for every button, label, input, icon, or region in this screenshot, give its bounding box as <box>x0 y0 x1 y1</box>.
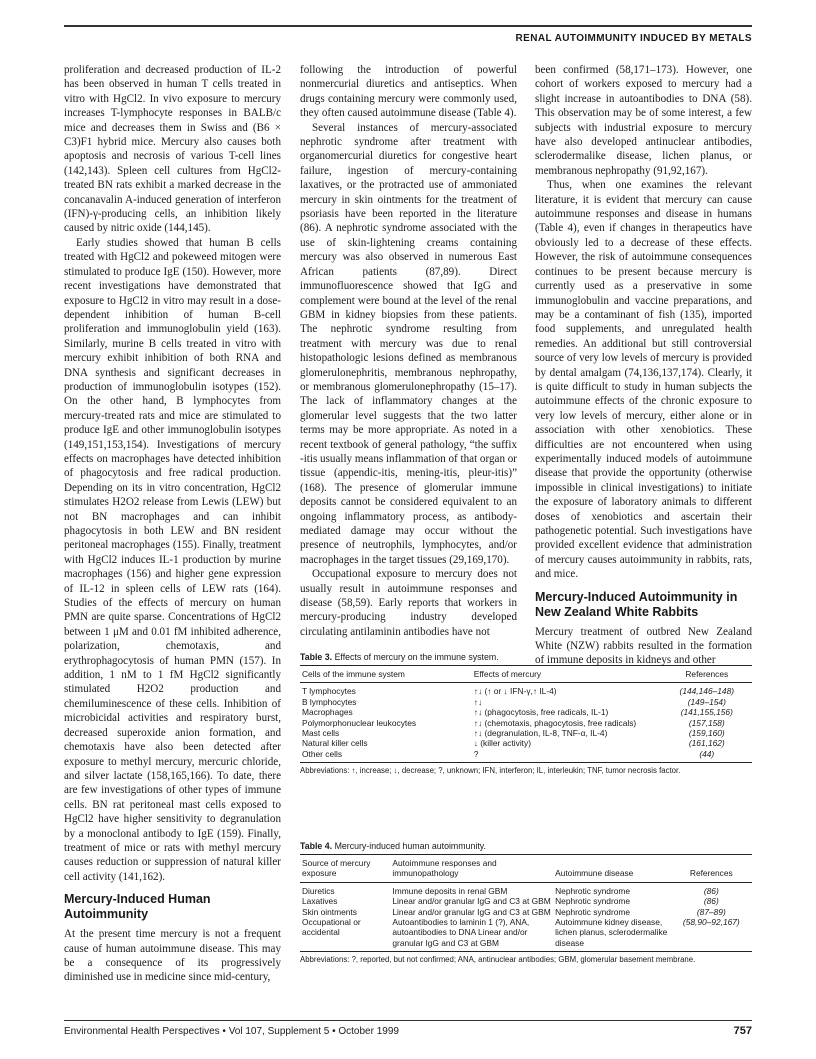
column-1 <box>64 63 281 985</box>
table-footnote: Abbreviations: ?, reported, but not confirmed; ANA, antinuclear antibodies; GBM, glomerular basement membrane. <box>300 955 696 965</box>
section-heading: Mercury-Induced Autoimmunity in New Zealand White Rabbits <box>535 589 738 619</box>
table-row <box>300 917 752 952</box>
column-header: Cells of the immune system <box>300 666 472 683</box>
table-cell: (149–154) <box>687 696 726 707</box>
table-cell: Autoimmune kidney disease, lichen planus, sclerodermalike disease <box>553 917 671 952</box>
table-cell: (141,155,156) <box>680 707 733 718</box>
table-cell: ↑↓ (chemotaxis, phagocytosis, free radicals) <box>473 717 637 728</box>
column-3 <box>535 63 752 668</box>
paragraph: Occupational exposure to mercury does not usually result in autoimmune responses and disease (58,59). Early reports that workers in mercury-producing industry developed circulating antilaminin antibodies have not <box>300 568 517 638</box>
table-row <box>300 749 752 763</box>
data-table <box>300 854 752 952</box>
table-cell: Nephrotic syndrome <box>555 906 631 917</box>
journal-citation: Environmental Health Perspectives • Vol 107, Supplement 5 • October 1999 <box>64 1026 399 1037</box>
page-number: 757 <box>733 1025 752 1037</box>
table-3 <box>300 652 752 775</box>
table-cell: (58,90–92,167) <box>671 917 752 952</box>
table-cell: Linear and/or granular IgG and C3 at GBM <box>392 896 551 907</box>
table-cell: ↑↓ (degranulation, IL-8, TNF-α, IL-4) <box>473 728 608 739</box>
table-cell: Nephrotic syndrome <box>555 896 631 907</box>
paragraph: Early studies showed that human B cells treated with HgCl2 and pokeweed mitogen were stimulated to produce IgE (150). However, more recent investigations have demonstrated that exposure to HgCl2 in vitro may result in a dose-dependent inhibition of human B-cell proliferation and immunoglobulin yield (163). Similarly, murine B cells treated in vitro with mercury exhibit inhibition of both RNA and DNA synthesis and significant decreases in production of immunoglobulin isotypes (152). On the other hand, B lymphocytes from mercury-treated rats and mice are stimulated to produce IgE and other immunoglobulin isotypes (149,151,153,154). Investigations of mercury effects on macrophages have detected inhibition of phagocytosis and free radical production. Depending on its in vitro concentration, HgCl2 stimulates H2O2 release from Lewis (LEW) but not BN macrophages and can inhibit phagocytosis in both LEW and BN resident peritoneal macrophages (155). Finally, treatment with HgCl2 induces IL-1 production by murine macrophages (156) and higher gene expression of IL-12 in spleen cells of LEW rats (164). Studies of the effects of mercury on human PMN are quite sparse. Concentrations of HgCl2 between 1 μM and 0.01 fM inhibited adherence, polarization, chemotaxis, and erythrophagocytosis of human PMN (157). In addition, 1 nM to 1 fM HgCl2 significantly stimulated H2O2 production and chemiluminescence of these cells. Inhibition of microbicidal activities and respiratory burst, decreased superoxide anion formation, and chemotaxis have also been detected after exposure to methyl mercury, mercuric chloride, and silver lactate (158,165,166). To date, there are few investigations of other types of immune cells. BN rat peritoneal mast cells exposed to HgCl2 have higher sensitivity to degranulation by a monoclonal antibody to IgE (159). Finally, treatment of mice or rats with methyl mercury causes reduction or suppression of natural killer cell activity (141,162). <box>64 236 281 883</box>
section-heading: Mercury-Induced Human Autoimmunity <box>64 892 211 922</box>
table-cell: Occupational or accidental <box>300 917 390 952</box>
table-cell: ↑↓ (↑ or ↓ IFN-γ,↑ IL-4) <box>473 686 557 697</box>
paragraph: following the introduction of powerful nonmercurial diuretics and antiseptics. When drugs containing mercury were commonly used, they often caused autoimmune disease (Table 4). <box>300 64 517 120</box>
table-cell: Macrophages <box>302 707 353 718</box>
table-row <box>300 718 752 728</box>
table-cell: Laxatives <box>302 896 338 907</box>
table-caption <box>300 841 752 851</box>
table-cell: ↓ (killer activity) <box>473 738 531 749</box>
table-4 <box>300 841 752 964</box>
column-header: References <box>662 666 752 683</box>
paragraph: At the present time mercury is not a frequent cause of human autoimmune disease. This may be a consequence of its progressively diminished use in medicine since mid-century, <box>64 928 281 984</box>
table-row <box>300 697 752 707</box>
table-row <box>300 728 752 738</box>
table-cell: Nephrotic syndrome <box>555 885 631 896</box>
table-caption <box>300 652 752 662</box>
table-cell: Other cells <box>300 749 472 763</box>
table-title: Effects of mercury on the immune system. <box>334 652 499 662</box>
column-header: Autoimmune disease <box>553 855 671 883</box>
table-cell: ↑↓ (phagocytosis, free radicals, IL-1) <box>473 707 609 718</box>
table-cell: (144,146–148) <box>679 686 735 697</box>
table-cell: Polymorphonuclear leukocytes <box>302 717 417 728</box>
table-row <box>300 907 752 917</box>
paragraph: proliferation and decreased production of IL-2 has been observed in human T cells treated in vitro with HgCl2. In vivo exposure to mercury increases T-lymphocyte responses in BALB/c mice and decreases them in Swiss and (B6 × C3)F1 hybrid mice. Mercury also causes both apoptosis and necrosis of various T-cell lines (142,143). Spleen cell cultures from HgCl2-treated BN rats exhibit a marked decrease in the concanavalin A-induced generation of interferon (IFN)-γ-producing cells, an inhibition likely caused by nitric oxide (144,145). <box>64 64 281 235</box>
table-cell: (157,158) <box>688 717 725 728</box>
paragraph: been confirmed (58,171–173). However, one cohort of workers exposed to mercury had a slight increase in autoantibodies to DNA (58). This observation may be of some interest, a few subjects with industrial exposure to mercury have also developed antinuclear antibodies, sclerodermalike disease, lichen planus, or membranous nephropathy (91,92,167). <box>535 64 752 177</box>
data-table <box>300 665 752 763</box>
table-cell: Natural killer cells <box>302 738 368 749</box>
table-label: Table 4. <box>300 841 333 851</box>
table-row <box>300 683 752 697</box>
column-header: Autoimmune responses and immunopathology <box>390 855 553 883</box>
table-cell: (86) <box>703 896 719 907</box>
column-header: Effects of mercury <box>472 666 662 683</box>
table-row <box>300 707 752 717</box>
column-header: References <box>671 855 752 883</box>
table-cell: ? <box>472 749 662 763</box>
table-row <box>300 882 752 896</box>
paragraph: Several instances of mercury-associated nephrotic syndrome after treatment with organomercurial diuretics for congestive heart failure, ingestion of mercury-containing laxatives, or the protracted use of ammoniated mercury in skin ointments for the treatment of psoriasis have been reported in the literature (86). A nephrotic syndrome associated with the use of skin-lightening creams containing mercury was also observed in numerous East African patients (87,89). Direct immunofluorescence showed that IgG and complement were bound at the level of the renal GBM in kidney biopsies from these patients. The nephrotic syndrome resulting from treatment with mercury was due to renal histopathologic lesions defined as membranous glomerulonephritis, membranous nephropathy, or membranous glomerulonephropathy (15–17). The lack of inflammatory changes at the glomerular level suggests that the two latter terms may be more appropriate. As noted in a recent textbook of general pathology, “the suffix -itis usually means inflammation of that organ or tissue (appendic-itis, mening-itis, pleur-itis)” (168). The presence of glomerular immune deposits cannot be considered equivalent to an ongoing inflammatory process, as antibody-mediated damage may occur without the presence of neutrophils, lymphocytes, and/or macrophages in the target tissues (29,169,170). <box>300 121 518 566</box>
table-label: Table 3. <box>300 652 333 662</box>
table-row <box>300 738 752 748</box>
column-2 <box>300 63 517 639</box>
footer-rule <box>64 1020 752 1021</box>
paragraph: Mercury treatment of outbred New Zealand White (NZW) rabbits resulted in the formation of immune deposits in kidneys and other <box>535 625 752 667</box>
table-cell: ↑↓ <box>473 696 483 707</box>
table-cell: Immune deposits in renal GBM <box>392 885 508 896</box>
table-cell: (86) <box>703 885 719 896</box>
table-cell: Mast cells <box>302 728 340 739</box>
table-row <box>300 896 752 906</box>
table-cell: Linear and/or granular IgG and C3 at GBM <box>392 906 551 917</box>
table-cell: (87–89) <box>696 906 726 917</box>
table-cell: (161,162) <box>688 738 725 749</box>
table-cell: T lymphocytes <box>302 686 356 697</box>
table-cell: Diuretics <box>302 885 335 896</box>
column-header: Source of mercury exposure <box>300 855 390 883</box>
table-title: Mercury-induced human autoimmunity. <box>334 841 486 851</box>
table-cell: (159,160) <box>688 728 725 739</box>
header-rule <box>64 25 752 27</box>
table-cell: Skin ointments <box>302 906 357 917</box>
table-footnote: Abbreviations: ↑, increase; ↓, decrease; ?, unknown; IFN, interferon; IL, interleukin; TNF, tumor necrosis factor. <box>300 766 681 776</box>
running-head: RENAL AUTOIMMUNITY INDUCED BY METALS <box>515 33 752 44</box>
paragraph: Thus, when one examines the relevant literature, it is evident that mercury can cause autoimmune responses and disease in humans (Table 4), even if changes in therapeutics have obviously led to a decrease of these effects. However, the risk of autoimmune consequences continues to be present because mercury is currently used as a preservative in some immunoglobulin and vaccine preparations, and may be a contaminant of fish (135), imported food supplements, and unregulated health remedies. An additional but still controversial source of very low levels of mercury is provided by dental amalgam (74,136,137,174). Clearly, it is quite difficult to study in human subjects the autoimmune effects of the chronic exposure to very low levels of mercury, either alone or in association with other xenobiotics. These difficulties are not encountered when using experimentally induced models of autoimmune disease that provide the opportunity (otherwise impossible in clinical investigations) to initiate the exposure of laboratory animals to different doses of xenobiotics and ascertain their pathogenetic potential. Such investigations have provided excellent evidence that administration of mercury causes autoimmunity in rabbits, rats, and mice. <box>535 179 752 581</box>
table-cell: (44) <box>662 749 752 763</box>
table-cell: Autoantibodies to laminin 1 (?), ANA, autoantibodies to DNA Linear and/or granular IgG and C3 at GBM <box>390 917 553 952</box>
table-cell: B lymphocytes <box>302 696 357 707</box>
